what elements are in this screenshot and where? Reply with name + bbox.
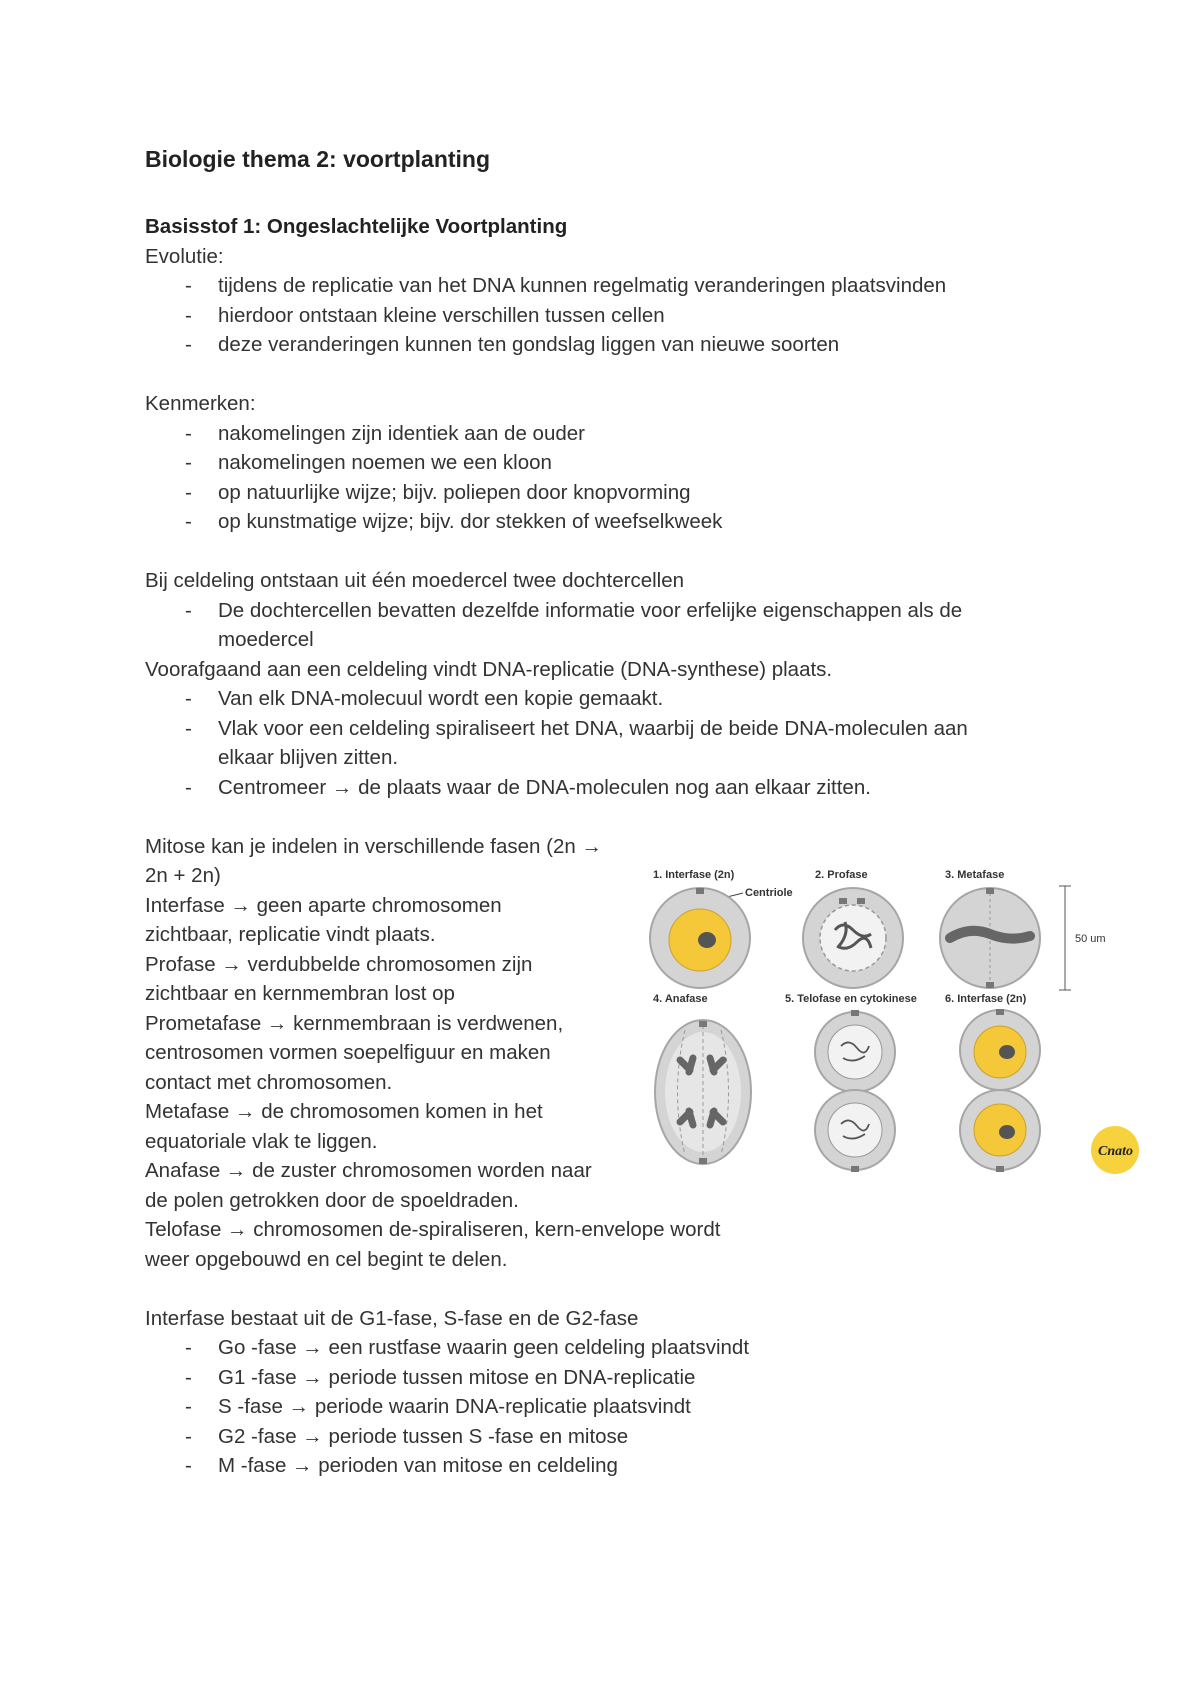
page-title: Biologie thema 2: voortplanting (145, 146, 491, 172)
list-item: - nakomelingen noemen we een kloon (145, 448, 1065, 478)
list-item: - tijdens de replicatie van het DNA kunnen regelmatig veranderingen plaatsvinden (145, 271, 1065, 301)
cell-anafase (655, 1020, 751, 1164)
phase-label-telofase: 5. Telofase en cytokinese (785, 993, 917, 1005)
cell-metafase (940, 886, 1106, 990)
list-item: - G1 -fase → periode tussen mitose en DNA-replicatie (145, 1363, 1065, 1393)
list-item: - G2 -fase → periode tussen S -fase en mitose (145, 1422, 1065, 1452)
kenmerken-label: Kenmerken: (145, 392, 256, 415)
centriole-label: Centriole (745, 887, 793, 899)
interfase-list (145, 1333, 1065, 1481)
cell-interfase (650, 888, 750, 988)
list-item: - Vlak voor een celdeling spiraliseert het DNA, waarbij de beide DNA-moleculen aan elkaar blijven zitten. (145, 714, 1065, 773)
replicatie-list (145, 684, 1065, 802)
evolutie-label: Evolutie: (145, 244, 224, 268)
phase-label-metafase: 3. Metafase (945, 869, 1005, 881)
mitose-intro: Mitose kan je indelen in verschillende fasen (2n → 2n + 2n) (145, 834, 602, 887)
mitose-phase-prometafase: Prometafase → kernmembraan is verdwenen, centrosomen vormen soepelfiguur en maken contact met chromosomen. (145, 1011, 564, 1094)
mitose-phase-anafase: Anafase → de zuster chromosomen worden naar de polen getrokken door de spoeldraden. (145, 1159, 592, 1212)
cell-interfase-2n (960, 1009, 1040, 1172)
list-item: - Centromeer → de plaats waar de DNA-moleculen nog aan elkaar zitten. (145, 773, 1065, 803)
mitose-phase-profase: Profase → verdubbelde chromosomen zijn zichtbaar en kernmembran lost op (145, 952, 533, 1005)
phase-label-interfase: 1. Interfase (2n) (653, 869, 735, 881)
document-body (145, 212, 1065, 1481)
kenmerken-list (145, 419, 1065, 537)
phase-label-anafase: 4. Anafase (653, 993, 708, 1005)
evolutie-list (145, 271, 1065, 360)
mitose-phase-telofase: Telofase → chromosomen de-spiraliseren, kern-envelope wordt weer opgebouwd en cel begint te delen. (145, 1218, 721, 1271)
mitose-phase-metafase: Metafase → de chromosomen komen in het equatoriale vlak te liggen. (145, 1100, 543, 1153)
list-item: - De dochtercellen bevatten dezelfde informatie voor erfelijke eigenschappen als de moedercel (145, 596, 1065, 655)
mitosis-diagram (645, 860, 1145, 1190)
list-item: - M -fase → perioden van mitose en celdeling (145, 1451, 1065, 1481)
celdeling-list (145, 596, 1065, 655)
interfase-intro: Interfase bestaat uit de G1-fase, S-fase en de G2-fase (145, 1306, 639, 1330)
list-item: - nakomelingen zijn identiek aan de ouder (145, 419, 1065, 449)
logo (1091, 1126, 1139, 1174)
celdeling-intro: Bij celdeling ontstaan uit één moedercel twee dochtercellen (145, 569, 685, 592)
section-heading: Basisstof 1: Ongeslachtelijke Voortplanting (145, 215, 568, 238)
mitosis-figure (645, 860, 1145, 1190)
list-item: - Van elk DNA-molecuul wordt een kopie gemaakt. (145, 684, 1065, 714)
list-item: - deze veranderingen kunnen ten gondslag liggen van nieuwe soorten (145, 330, 1065, 360)
cell-profase (803, 888, 903, 988)
list-item: - op kunstmatige wijze; bijv. dor stekken of weefselkweek (145, 507, 1065, 537)
phase-label-profase: 2. Profase (815, 869, 868, 881)
phase-label-interfase-2: 6. Interfase (2n) (945, 993, 1027, 1005)
cell-telofase (815, 1010, 895, 1172)
list-item: - Go -fase → een rustfase waarin geen celdeling plaatsvindt (145, 1333, 1065, 1363)
list-item: - S -fase → periode waarin DNA-replicatie plaatsvindt (145, 1392, 1065, 1422)
replicatie-intro: Voorafgaand aan een celdeling vindt DNA-replicatie (DNA-synthese) plaats. (145, 657, 833, 681)
mitose-phase-interfase: Interfase → geen aparte chromosomen zichtbaar, replicatie vindt plaats. (145, 893, 502, 946)
scale-label: 50 um (1075, 933, 1106, 945)
list-item: - op natuurlijke wijze; bijv. poliepen door knopvorming (145, 478, 1065, 508)
logo-text: Cnato (1098, 1144, 1134, 1159)
list-item: - hierdoor ontstaan kleine verschillen tussen cellen (145, 301, 1065, 331)
